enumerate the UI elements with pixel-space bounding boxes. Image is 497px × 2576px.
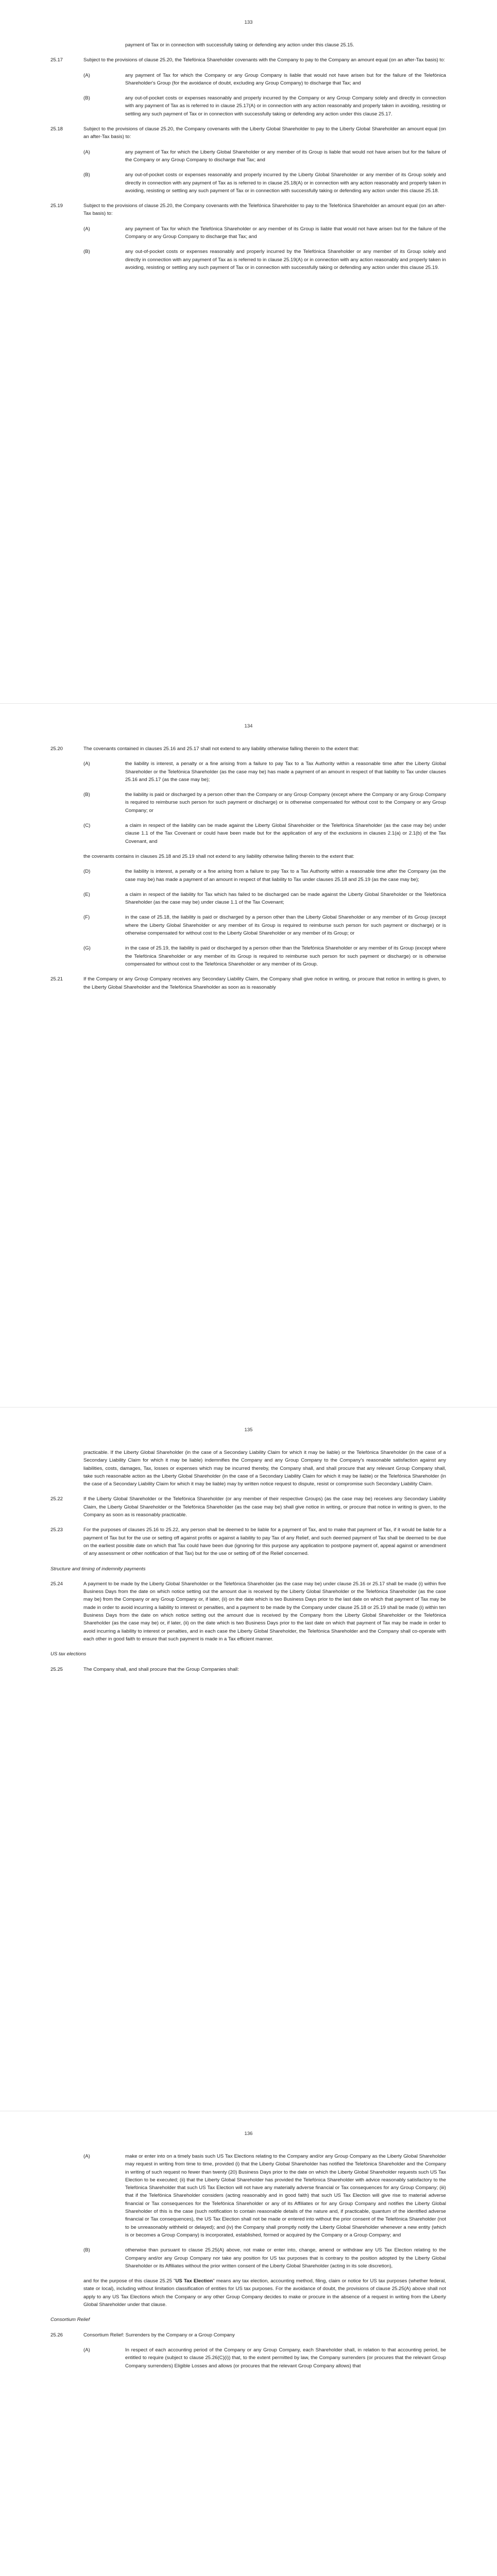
clause-25-19-item-a	[50, 225, 446, 241]
clause-number: 25.19	[50, 203, 63, 209]
item-label: (A)	[83, 72, 90, 78]
clause-text: A payment to be made by the Liberty Global Shareholder or the Telefónica Shareholder (as the case may be) under clause 25.16 or 25.17 shall be made (i) within five Business Days from the date on which notice setting out the amount due is received by the Liberty Global Shareholder or the Telefónica Shareholder (as the case may be) from the Company or any Group Company or, if later, (ii) on the date which is two Business Days prior to the last date on which that payment of Tax may be made in order to avoid incurring a liability to interest or penalties, and a payment to be made by the Company under clause 25.18 or 25.19 shall be made (i) within ten Business Days from the date on which notice setting out the amount due is received by the Company from the Liberty Global Shareholder or the Telefónica Shareholder (as the case may be) or, if later, (ii) on the date which is two Business Days prior to the last date on which that payment of Tax may be made in order to avoid incurring a liability to interest or penalties, and in each case the Liberty Global Shareholder, the Telefónica Shareholder and the Company shall co-operate with each other in good faith to ensure that such payment is made in a Tax efficient manner.	[83, 1581, 446, 1642]
page-content	[50, 1449, 446, 1681]
item-text: any out-of-pocket costs or expenses reasonably and properly incurred by the Telefónica Shareholder or any member of its Group solely and directly in connection with any payment of Tax as is referred to in clause 25.19(A) or in connection with any action reasonably and properly taken in avoiding, resisting or settling any such payment of Tax or in connection with successfully taking or defending any action under this clause 25.19.	[125, 249, 446, 270]
document-page-135	[0, 1408, 497, 2111]
item-label: (F)	[83, 914, 90, 921]
item-text: a claim in respect of the liability can be made against the Liberty Global Shareholder or the Telefónica Shareholder (as the case may be) under clause 1.1 of the Tax Covenant or could have been made but for the application of any of the exclusions in clauses 2.1(a) or 2.1(b) of the Tax Covenant, and	[125, 823, 446, 844]
item-label: (B)	[83, 172, 90, 178]
clause-text: Subject to the provisions of clause 25.20, the Company covenants with the Telefónica Shareholder to pay to the Telefónica Shareholder an amount equal (on an after-Tax basis) to:	[83, 203, 446, 217]
clause-25-19-item-b	[50, 248, 446, 272]
item-label: (B)	[83, 249, 90, 255]
clause-number: 25.26	[50, 2332, 63, 2338]
clause-25-18-item-a	[50, 148, 446, 164]
clause-25-25	[50, 1666, 446, 1673]
item-label: (C)	[83, 823, 91, 829]
clause-25-20-item-g	[50, 944, 446, 968]
page-number: 135	[244, 1427, 253, 1433]
item-text: any payment of Tax for which the Liberty Global Shareholder or any member of its Group is liable that would not have arisen but for the failure of the Company or any Group Company to discharge that Tax; and	[125, 149, 446, 163]
page-number: 136	[244, 2131, 253, 2137]
clause-25-20-item-b	[50, 791, 446, 815]
item-label: (B)	[83, 95, 90, 101]
section-heading-structure: Structure and timing of indemnity payments	[50, 1566, 146, 1572]
item-text: the liability is paid or discharged by a person other than the Company or any Group Company (except where the Company or any Group Company is required to reimburse such person for such payment or discharge) or is otherwise compensated for without cost to the Company or any Group Company; or	[125, 792, 446, 814]
item-text: any out-of-pocket costs or expenses reasonably and properly incurred by the Company or any Group Company solely and directly in connection with any payment of Tax as is referred to in clause 25.17(A) or in connection with any action reasonably and properly taken in avoiding, resisting or settling any such payment of Tax or in connection with successfully taking or defending any action under this clause 25.17.	[125, 95, 446, 117]
document-page-136	[0, 2111, 497, 2576]
clause-number: 25.18	[50, 126, 63, 132]
item-label: (B)	[83, 792, 90, 798]
item-text: the liability is interest, a penalty or a fine arising from a failure to pay Tax to a Tax Authority within a reasonable time after the Company (as the case may be) has made a payment of an amount in respect of that liability to Tax under clauses 25.18 and 25.19 (as the case may be);	[125, 869, 446, 883]
page-content	[50, 745, 446, 998]
item-label: (D)	[83, 869, 91, 875]
item-text: the liability is interest, a penalty or a fine arising from a failure to pay Tax to a Tax Authority within a reasonable time after the Liberty Global Shareholder or the Telefónica Shareholder (as the case may be) has made a payment of an amount in respect of that liability to Tax under clauses 25.16 and 25.17 (as the case may be);	[125, 761, 446, 783]
clause-25-20-item-c	[50, 822, 446, 845]
item-label: (A)	[83, 149, 90, 155]
page-number: 133	[244, 20, 253, 25]
definition-post: " means any tax election, accounting method, filing, claim or notice for US tax purposes (whether federal, state or local), including without limitation classification of entities for US tax purposes. For the avoidance of doubt, the provisions of clause 25.25(A) above shall not apply to any US Tax Elections which the Company or any other Group Company decides to make or procure in the absence of a request in writing from the Liberty Global Shareholder under that clause.	[83, 2278, 447, 2308]
clause-25-17	[50, 56, 446, 64]
clause-25-17-item-a	[50, 72, 446, 88]
clause-number: 25.23	[50, 1527, 63, 1533]
clause-25-20-item-d	[50, 868, 446, 884]
item-text: in the case of 25.18, the liability is paid or discharged by a person other than the Liberty Global Shareholder or any member of its Group (except where the Liberty Global Shareholder or any member of its Group is required to reimburse such person for such payment or discharge) or is otherwise compensated for without cost to the Liberty Global Shareholder or any member of its Group; or	[125, 914, 446, 937]
clause-text: Consortium Relief: Surrenders by the Company or a Group Company	[83, 2332, 235, 2338]
clause-text: For the purposes of clauses 25.16 to 25.22, any person shall be deemed to be liable for a payment of Tax, and to make that payment of Tax, if it would be liable for a payment of Tax but for the use or setting off against profits or against a liability to pay Tax of any Relief, and such deemed payment of Tax shall be deemed to be due on the earliest possible date on which that Tax could have been due (ignoring for this purpose any application to postpone payment of, appeal against or amendment of any assessment or other notification of that Tax) but for the use or setting off of the Relief concerned.	[83, 1527, 446, 1557]
page-number: 134	[244, 723, 253, 729]
defined-term: US Tax Election	[175, 2278, 213, 2284]
item-label: (A)	[83, 761, 90, 767]
clause-text: If the Company or any Group Company receives any Secondary Liability Claim, the Company shall give notice in writing, or procure that notice in writing is given, to the Liberty Global Shareholder and the Telefónica Shareholder as soon as is reasonably	[83, 976, 446, 990]
document-page-134	[0, 704, 497, 1407]
clause-25-26	[50, 2331, 446, 2339]
clause-text: The covenants contained in clauses 25.16 and 25.17 shall not extend to any liability otherwise falling therein to the extent that:	[83, 746, 359, 752]
continued-paragraph: practicable. If the Liberty Global Shareholder (in the case of a Secondary Liability Claim for which it may be liable) or the Telefónica Shareholder (in the case of a Secondary Liability Claim for which it may be liable) indemnifies the Company and any Group Company to the Company's reasonable satisfaction against any liabilities, costs, damages, Tax, losses or expenses which may be incurred thereby, the Company shall, and shall procure that any relevant Group Company shall, take such reasonable action as the Liberty Global Shareholder (in the case of a Secondary Liability Claim for which it may be liable) or the Telefónica Shareholder (in the case of a Secondary Liability Claim for which it may be liable) may by written notice request to dispute, resist or compromise such Secondary Liability Claim.	[83, 1450, 446, 1487]
item-text: In respect of each accounting period of the Company or any Group Company, each Shareholder shall, in relation to that accounting period, be entitled to require (subject to clause 25.26(C)(i)) that, to the extent permitted by law, the Company surrenders (or procures that the relevant Group Company surrenders) Eligible Losses and allows (or procures that the relevant Group Company allows) that	[125, 2347, 446, 2369]
item-label: (A)	[83, 2154, 90, 2159]
item-text: a claim in respect of the liability for Tax which has failed to be discharged can be made against the Liberty Global Shareholder or the Telefónica Shareholder (as the case may be) under clause 1.1 of the Tax Covenant;	[125, 891, 446, 906]
clause-number: 25.21	[50, 976, 63, 982]
clause-number: 25.22	[50, 1496, 63, 1502]
item-text: any payment of Tax for which the Company or any Group Company is liable that would not have arisen but for the failure of the Telefónica Shareholder's Group (for the avoidance of doubt, excluding any Group Company) to discharge that Tax; and	[125, 72, 446, 86]
continued-paragraph: payment of Tax or in connection with successfully taking or defending any action under this clause 25.15.	[125, 42, 354, 48]
clause-number: 25.17	[50, 57, 63, 63]
item-text: make or enter into on a timely basis such US Tax Elections relating to the Company and/or any Group Company as the Liberty Global Shareholder may request in writing from time to time, provided (i) that the Liberty Global Shareholder has notified the Telefónica Shareholder and the Company in writing of such request no fewer than twenty (20) Business Days prior to the date on which the Liberty Global Shareholder requests such US Tax Election to be executed; (ii) that the Liberty Global Shareholder has provided the Telefónica Shareholder with advice reasonably satisfactory to the Telefónica Shareholder that such US Tax Election will not have any materially adverse financial or Tax consequences for any Group Company; (iii) that if the Telefónica Shareholder considers (acting reasonably and in good faith) that such US Tax Election will give rise to material adverse financial or Tax consequences for the Telefónica Shareholder or any of its Affiliates or for any Group Company and notifies the Liberty Global Shareholder of this is the case (such notification to contain reasonable details of the nature and, if practicable, quantum of the identified adverse financial or Tax consequences), the US Tax Election shall not be made or entered into without the prior consent of the Telefónica Shareholder (not to be unreasonably withheld or delayed); and (iv) the Company shall promptly notify the Liberty Global Shareholder whenever a new entity (which is or becomes a Group Company) is incorporated, established, formed or acquired by the Company or a Group Company; and	[125, 2154, 446, 2238]
clause-25-23	[50, 1526, 446, 1557]
clause-25-21	[50, 975, 446, 991]
clause-25-20	[50, 745, 446, 753]
item-text: otherwise than pursuant to clause 25.25(A) above, not make or enter into, change, amend or withdraw any US Tax Election relating to the Company and/or any Group Company nor take any position for US tax purposes that is contrary to the position adopted by the Liberty Global Shareholder or its Affiliates without the prior written consent of the Liberty Global Shareholder (acting in its sole discretion),	[125, 2247, 446, 2269]
item-text: any payment of Tax for which the Telefónica Shareholder or any member of its Group is liable that would not have arisen but for the failure of the Company or any Group Company to discharge that Tax; and	[125, 226, 446, 240]
clause-number: 25.20	[50, 746, 63, 752]
clause-25-20-item-a	[50, 760, 446, 784]
item-label: (E)	[83, 891, 90, 897]
clause-text: Subject to the provisions of clause 25.20, the Telefónica Shareholder covenants with the Company to pay to the Company an amount equal (on an after-Tax basis) to:	[83, 57, 445, 63]
item-label: (B)	[83, 2247, 90, 2253]
clause-25-25-item-a	[50, 2153, 446, 2239]
item-label: (G)	[83, 945, 91, 952]
document-page-133	[0, 0, 497, 703]
page-content	[50, 41, 446, 279]
section-heading-us-tax: US tax elections	[50, 1651, 87, 1657]
clause-25-20-item-f	[50, 913, 446, 937]
clause-25-18	[50, 125, 446, 141]
us-tax-election-definition	[50, 2277, 446, 2309]
clause-25-19	[50, 202, 446, 218]
clause-25-20-item-e	[50, 891, 446, 907]
clause-25-22	[50, 1495, 446, 1519]
clause-25-17-item-b	[50, 94, 446, 118]
clause-text: If the Liberty Global Shareholder or the Telefónica Shareholder (or any member of their respective Groups) (as the case may be) receives any Secondary Liability Claim, the Liberty Global Shareholder or the Telefónica Shareholder (as the case may be) shall give notice in writing, or procure that notice in writing is given, to the Company as soon as is reasonably practicable.	[83, 1496, 446, 1518]
clause-number: 25.25	[50, 1666, 63, 1672]
clause-25-26-item-a	[50, 2346, 446, 2370]
item-label: (A)	[83, 2347, 90, 2353]
clause-25-18-item-b	[50, 171, 446, 195]
item-text: in the case of 25.19, the liability is paid or discharged by a person other than the Telefónica Shareholder or any member of its Group (except where the Telefónica Shareholder or any member of its Group is required to reimburse such person for such payment or discharge) or is otherwise compensated for without cost to the Telefónica Shareholder or any member of its Group.	[125, 945, 446, 967]
page-content	[50, 2153, 446, 2377]
clause-text: Subject to the provisions of clause 25.20, the Company covenants with the Liberty Global Shareholder to pay to the Liberty Global Shareholder an amount equal (on an after-Tax basis) to:	[83, 126, 446, 140]
clause-25-25-item-b	[50, 2246, 446, 2270]
definition-pre: and for the purpose of this clause 25.25 "	[83, 2278, 176, 2284]
clause-25-24	[50, 1580, 446, 1643]
clause-text: The Company shall, and shall procure that the Group Companies shall:	[83, 1666, 239, 1672]
item-label: (A)	[83, 226, 90, 232]
clause-number: 25.24	[50, 1581, 63, 1587]
clause-25-20-middle-text: the covenants contains in clauses 25.18 and 25.19 shall not extend to any liability otherwise falling therein to the extent that:	[83, 853, 354, 859]
item-text: any out-of-pocket costs or expenses reasonably and properly incurred by the Liberty Global Shareholder or any member of its Group solely and directly in connection with any payment of Tax as is referred to in clause 25.18(A) or in connection with any action reasonably and properly taken in avoiding, resisting or settling any such payment of Tax or in connection with successfully taking or defending any action under this clause 25.18.	[125, 172, 446, 194]
section-heading-consortium: Consortium Relief	[50, 2317, 90, 2323]
